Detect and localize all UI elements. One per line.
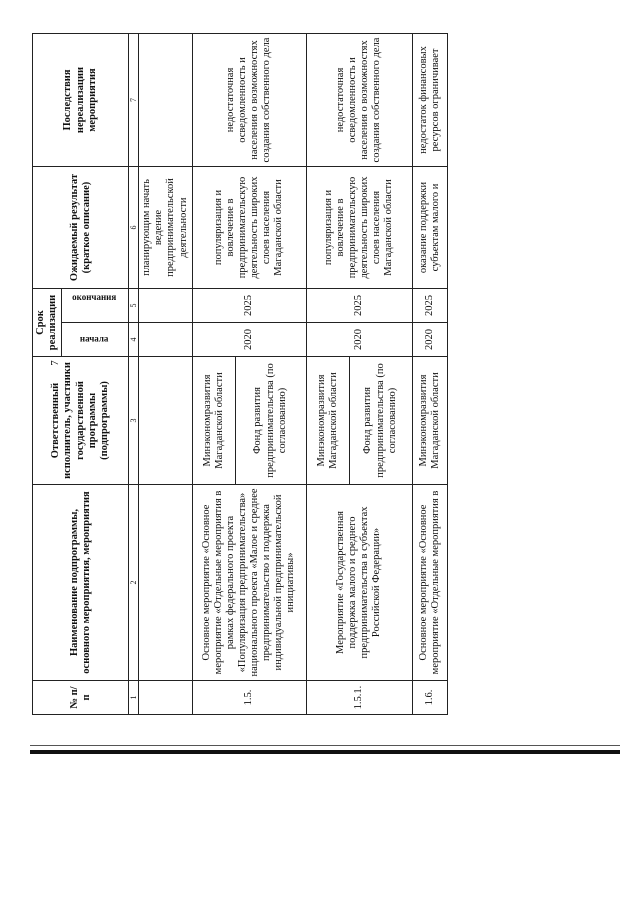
row-result: оказание поддержки субъектам малого и bbox=[412, 167, 447, 289]
row-name: Основное мероприятие «Основное мероприятие «Отдельные мероприятия в рамках федерального проекта «Популяризация предпринимательства» национального проекта «Малое и среднее предпринимательство и поддержка индивидуальной предпринимательской инициативы» bbox=[192, 485, 306, 681]
column-number: 1 bbox=[129, 681, 139, 715]
table-row bbox=[192, 34, 235, 715]
table-row bbox=[306, 34, 349, 715]
column-number: 6 bbox=[129, 167, 139, 289]
row-num: 1.5. bbox=[192, 681, 306, 715]
row-end: 2025 bbox=[412, 289, 447, 323]
row-executor: Фонд развития предпринимательства (по согласованию) bbox=[235, 357, 306, 485]
divider bbox=[30, 745, 620, 746]
row-num: 1.6. bbox=[412, 681, 447, 715]
row-result: популяризация и вовлечение в предпринимательскую деятельность широких слоев населения Магаданской области bbox=[192, 167, 306, 289]
column-number: 7 bbox=[129, 34, 139, 167]
row-executor: Минэкономразвития Магаданской области bbox=[412, 357, 447, 485]
header-end: окончания bbox=[62, 289, 129, 323]
row-executor: Фонд развития предпринимательства (по согласованию) bbox=[349, 357, 412, 485]
header-consequences: Последствия нереализации мероприятия bbox=[33, 34, 129, 167]
header-executor: Ответственный исполнитель, участники государственной программы (подпрограммы) bbox=[33, 357, 129, 485]
header-name: Наименование подпрограммы, основного мероприятия, мероприятия bbox=[33, 485, 129, 681]
measures-table bbox=[32, 33, 448, 715]
row-name: Основное мероприятие «Основное мероприятие «Отдельные мероприятия в bbox=[412, 485, 447, 681]
column-number-row bbox=[129, 34, 139, 715]
row-name: Мероприятие «Государственная поддержка малого и среднего предпринимательства в субъектах Российской Федерации» bbox=[306, 485, 412, 681]
column-number: 4 bbox=[129, 323, 139, 357]
row-start: 2020 bbox=[192, 323, 306, 357]
row-num: 1.5.1. bbox=[306, 681, 412, 715]
page-number: 7 bbox=[49, 360, 61, 366]
column-number: 5 bbox=[129, 289, 139, 323]
row-consequences: недостаточная осведомленность и населения о возможностях создания собственного дела bbox=[192, 34, 306, 167]
header-start: начала bbox=[62, 323, 129, 357]
row-start: 2020 bbox=[306, 323, 412, 357]
row-executor: Минэкономразвития Магаданской области bbox=[192, 357, 235, 485]
column-number: 3 bbox=[129, 357, 139, 485]
row-start: 2020 bbox=[412, 323, 447, 357]
column-number: 2 bbox=[129, 485, 139, 681]
divider bbox=[30, 750, 620, 754]
row-result: популяризация и вовлечение в предпринимательскую деятельность широких слоев населения Магаданской области bbox=[306, 167, 412, 289]
table-row bbox=[412, 34, 447, 715]
row-consequences: недостаточная осведомленность и населения о возможностях создания собственного дела bbox=[306, 34, 412, 167]
table-container bbox=[32, 34, 640, 710]
row-end: 2025 bbox=[306, 289, 412, 323]
row-end: 2025 bbox=[192, 289, 306, 323]
header-row bbox=[33, 34, 62, 715]
row-executor: Минэкономразвития Магаданской области bbox=[306, 357, 349, 485]
header-num: № п/п bbox=[33, 681, 129, 715]
table-row bbox=[139, 34, 192, 715]
header-result: Ожидаемый результат (краткое описание) bbox=[33, 167, 129, 289]
row-consequences: недостаток финансовых ресурсов ограничивает bbox=[412, 34, 447, 167]
header-period: Срок реализации bbox=[33, 289, 62, 357]
result-cell: планирующим начать ведение предпринимательской деятельности bbox=[139, 167, 192, 289]
